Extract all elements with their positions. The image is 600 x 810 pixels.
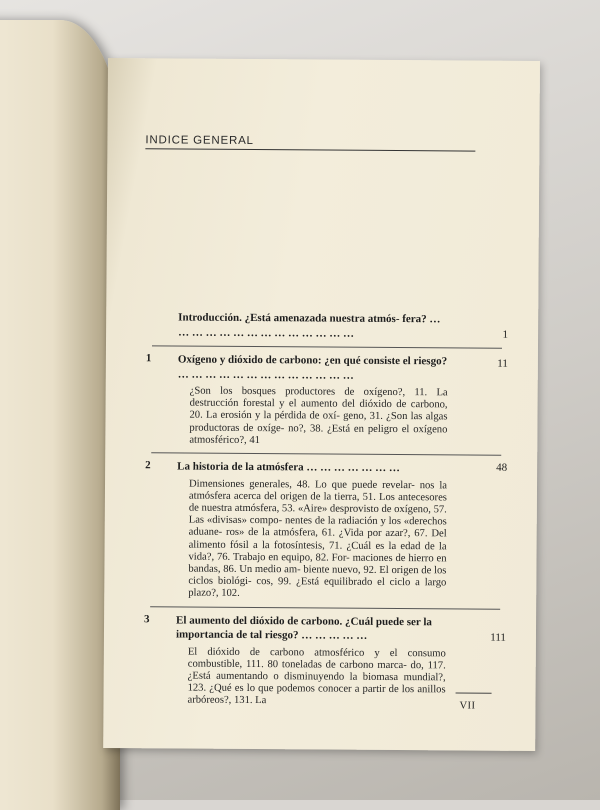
entry-number: 2 [145,459,151,472]
book-page [103,58,540,751]
entry-title: La historia de la atmósfera … … … … … … … [177,460,400,475]
entry-title: Oxígeno y dióxido de carbono: ¿en qué consiste el riesgo? … … … … … … … … … … … … … [177,353,448,382]
entry-summary: El dióxido de carbono atmosférico y el consumo combustible, 111. 80 toneladas de carbono marca- do, 117. ¿Está aumentando o disminuyendo la biomasa mundial?, 123. ¿Qué es lo que podemos conocer a partir de los anillos arbóreos?, 131. La [187,646,446,707]
entry-page-number: 111 [490,631,507,644]
entry-summary: Dimensiones generales, 48. Lo que puede revelar- nos la atmósfera acerca del origen de la tierra, 51. Los antecesores de nuestra atmósfera, 53. «Aire» desprovisto de oxígeno, 57. Las «divisas» compo- nentes de la radiación y los «derechos aduane- ros» de la atmósfera, 61. ¿Vida por azar?, 67. Del alimento fósil a la fotosíntesis, 71. ¿Cuál es la edad de la vida?, 76. Trabajo en equipo, 82. For- maciones de hierro en bandas, 86. Un medio am- biente nuevo, 92. El origen de los ciclos biológi- cos, 99. ¿Está equilibrado el ciclo a largo plazo?, 102. [188,478,448,600]
entry-page-number: 48 [496,461,508,474]
toc-entry-1 [145,352,508,448]
page-header: INDICE GENERAL [145,134,475,151]
toc-entry-intro [152,310,509,341]
entry-number: 3 [144,612,150,625]
entry-title: El aumento del dióxido de carbono. ¿Cuál puede ser la importancia de tal riesgo? … … … … … [175,614,433,642]
toc-entry-2 [145,459,508,602]
table-of-contents [144,310,509,712]
entry-page-number: 11 [497,357,508,370]
divider [150,606,500,609]
left-page-edge [0,20,120,810]
page-number-footer: VII [459,700,476,712]
divider [152,345,502,348]
entry-number: 1 [145,352,152,365]
entry-page-number: 1 [502,328,509,341]
entry-summary: ¿Son los bosques productores de oxígeno?, 11. La destrucción forestal y el aumento del dióxido de carbono, 20. La erosión y la pérdida de oxí- geno, 31. ¿Son las algas productoras de oxíge- no?, 38. ¿Está en peligro el oxígeno atmosférico?, 41 [189,385,448,446]
toc-entry-3 [144,612,507,712]
divider [151,452,501,455]
entry-title: Introducción. ¿Está amenazada nuestra atmós- fera? … … … … … … … … … … … … … … [178,311,441,340]
